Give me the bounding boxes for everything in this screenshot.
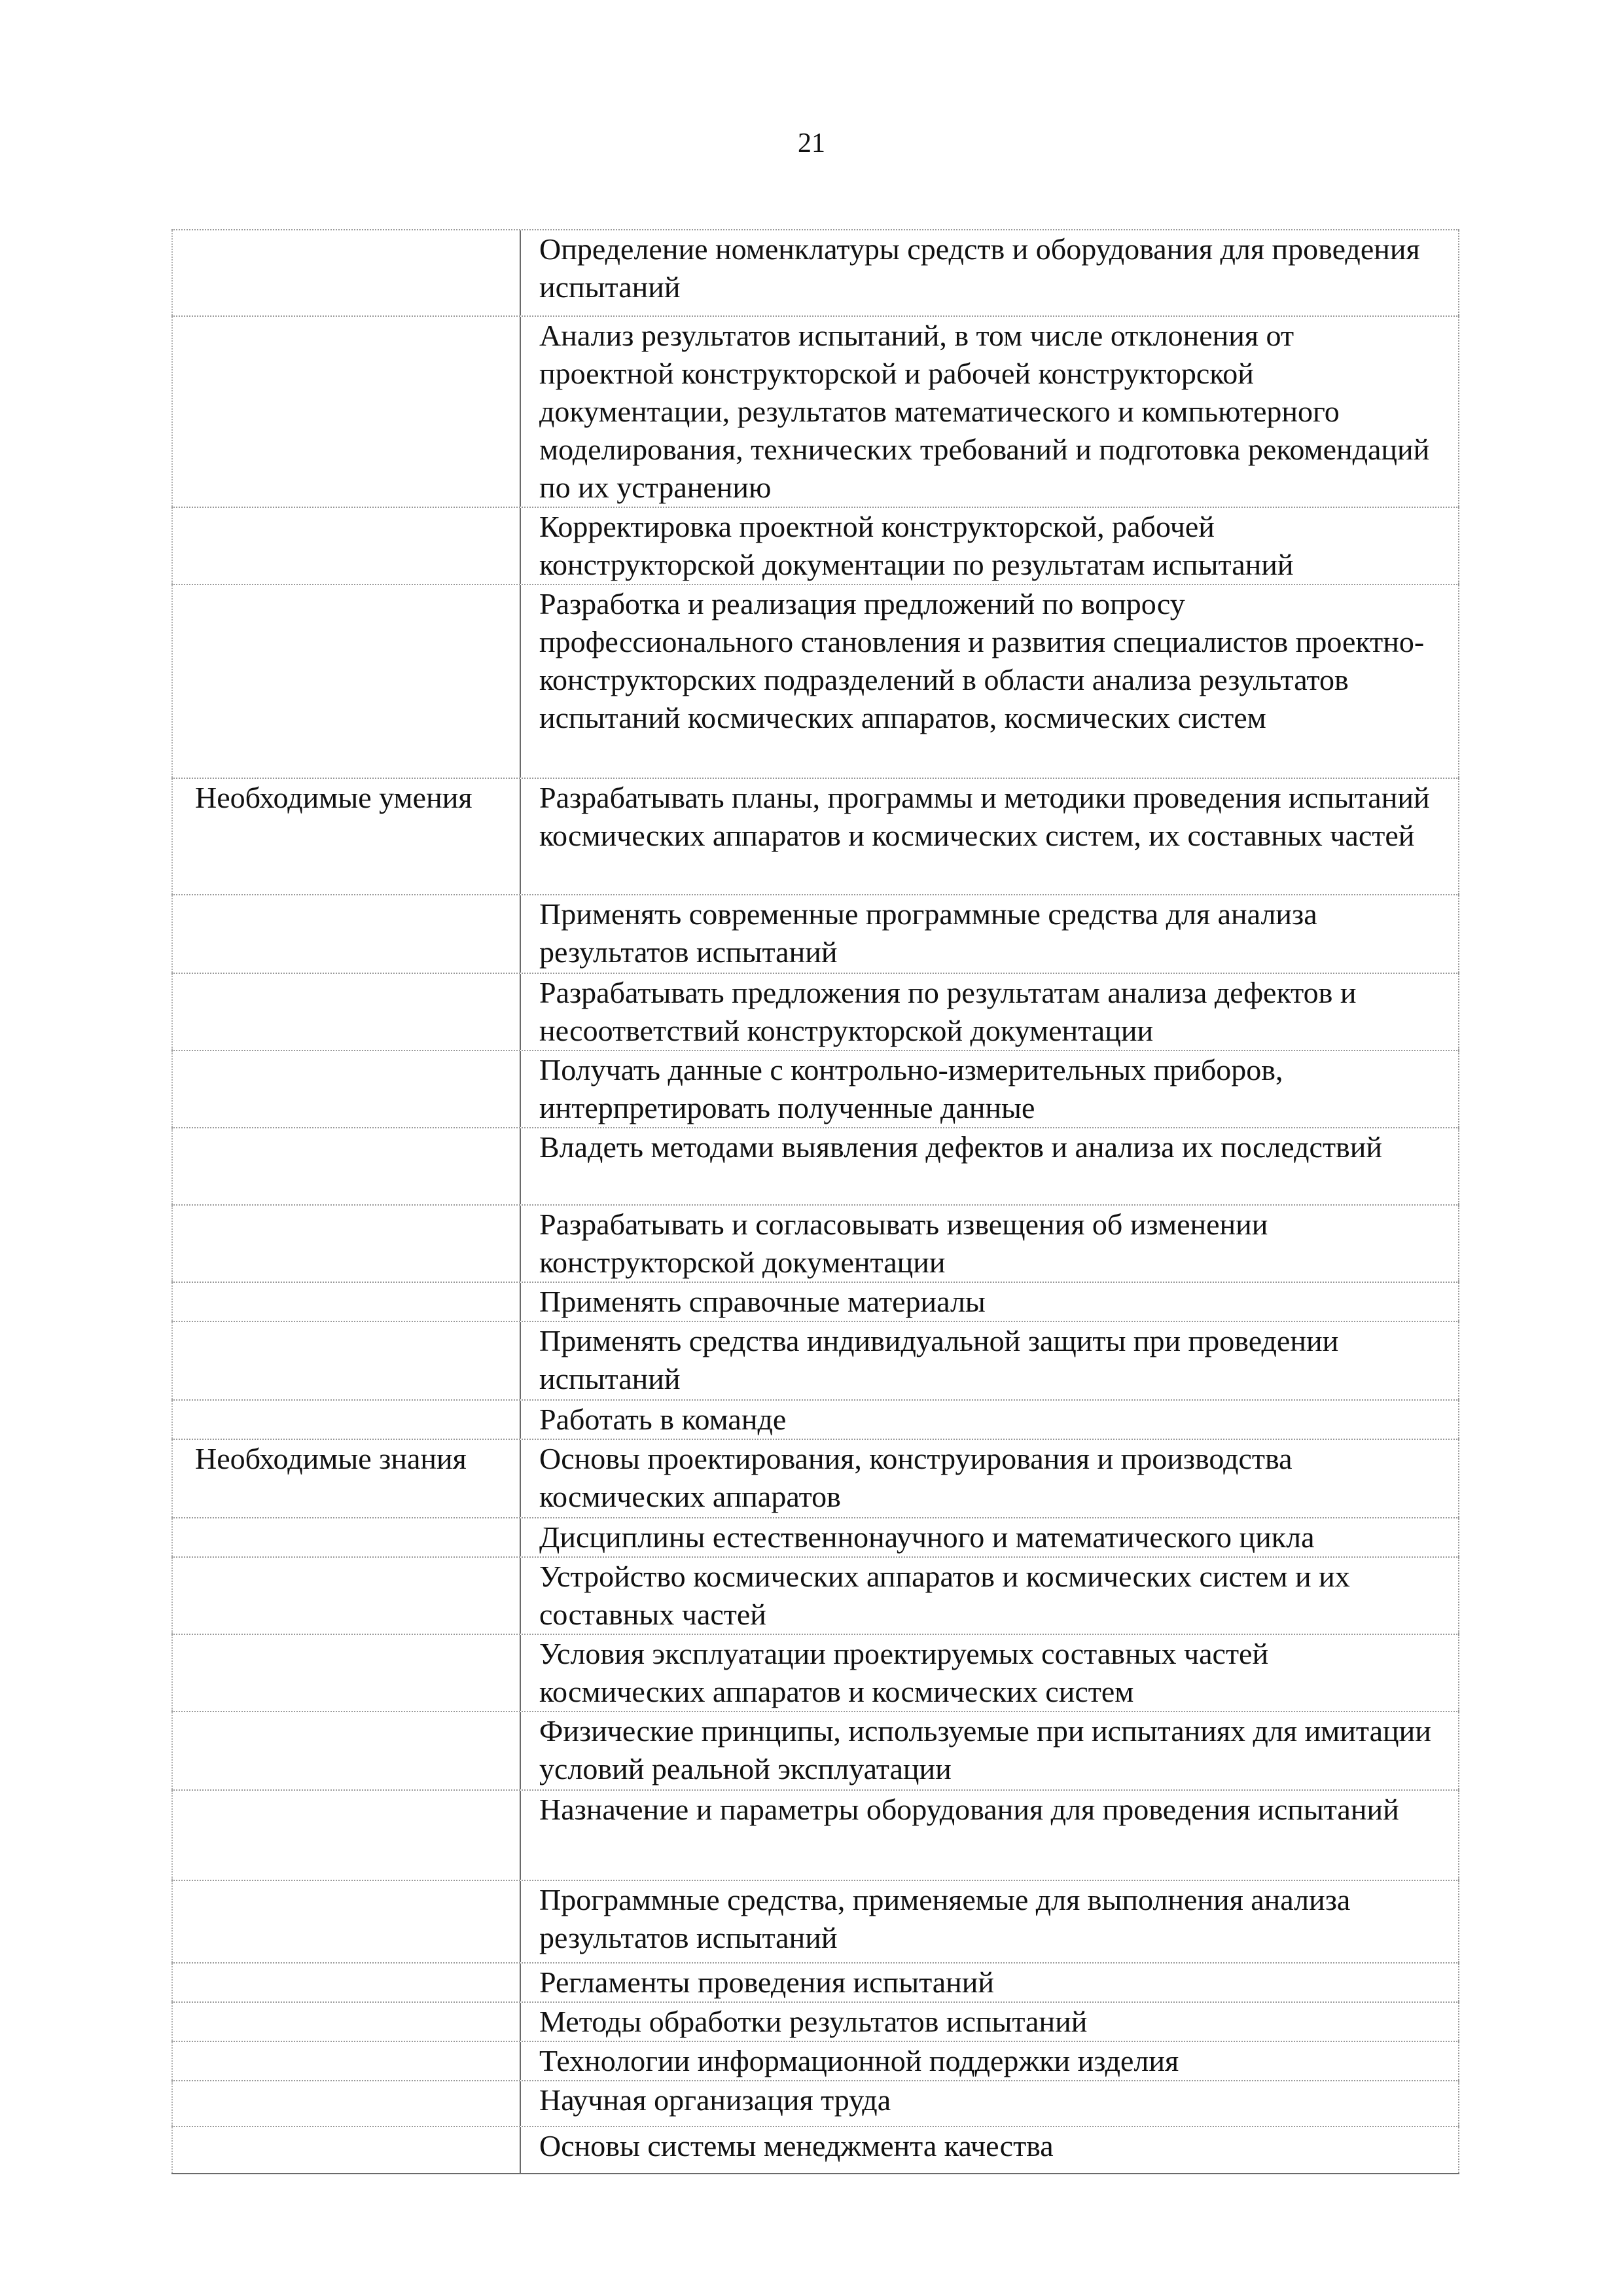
table-row (171, 1322, 1459, 1401)
table-row (171, 895, 1459, 974)
row-text: Определение номенклатуры средств и оборудования для проведения испытаний (520, 230, 1459, 315)
table-row (171, 1128, 1459, 1206)
competency-table (171, 229, 1459, 2174)
row-text: Устройство космических аппаратов и космических систем и их составных частей (520, 1558, 1459, 1634)
table-row (171, 2042, 1459, 2081)
row-label (171, 508, 520, 584)
row-label (171, 1791, 520, 1880)
table-row (171, 1401, 1459, 1440)
table-row (171, 779, 1459, 895)
table-row (171, 229, 1459, 317)
row-text: Дисциплины естественнонаучного и математического цикла (520, 1518, 1459, 1556)
row-label (171, 2127, 520, 2173)
row-text: Корректировка проектной конструкторской, рабочей конструкторской документации по результатам испытаний (520, 508, 1459, 584)
table-row (171, 1712, 1459, 1791)
table-row (171, 1051, 1459, 1128)
table-row (171, 974, 1459, 1051)
row-text: Применять справочные материалы (520, 1283, 1459, 1321)
row-label (171, 1712, 520, 1789)
row-label (171, 585, 520, 778)
row-label (171, 1401, 520, 1439)
knowledge-label: Необходимые знания (171, 1440, 520, 1517)
row-label (171, 974, 520, 1050)
table-row (171, 2127, 1459, 2174)
table-row (171, 1518, 1459, 1558)
row-text: Разрабатывать планы, программы и методики проведения испытаний космических аппаратов и космических систем, их составных частей (520, 779, 1459, 894)
row-text: Разрабатывать предложения по результатам анализа дефектов и несоответствий конструкторской документации (520, 974, 1459, 1050)
row-label (171, 1283, 520, 1321)
table-row (171, 1558, 1459, 1635)
row-text: Получать данные с контрольно-измерительных приборов, интерпретировать полученные данные (520, 1051, 1459, 1127)
row-text: Методы обработки результатов испытаний (520, 2003, 1459, 2041)
skills-label: Необходимые умения (171, 779, 520, 894)
row-label (171, 1558, 520, 1634)
row-label (171, 895, 520, 973)
table-row (171, 585, 1459, 779)
row-label (171, 2003, 520, 2041)
row-text: Условия эксплуатации проектируемых составных частей космических аппаратов и космических систем (520, 1635, 1459, 1711)
page-number: 21 (798, 128, 825, 158)
table-row (171, 2081, 1459, 2127)
row-label (171, 2081, 520, 2126)
table-row (171, 508, 1459, 585)
table-row (171, 1440, 1459, 1518)
row-text: Применять современные программные средства для анализа результатов испытаний (520, 895, 1459, 973)
row-label (171, 1964, 520, 2001)
row-text: Назначение и параметры оборудования для проведения испытаний (520, 1791, 1459, 1880)
row-text: Программные средства, применяемые для выполнения анализа результатов испытаний (520, 1881, 1459, 1962)
row-text: Физические принципы, используемые при испытаниях для имитации условий реальной эксплуатации (520, 1712, 1459, 1789)
row-label (171, 1518, 520, 1556)
row-text: Основы проектирования, конструирования и производства космических аппаратов (520, 1440, 1459, 1517)
table-row (171, 2003, 1459, 2042)
row-label (171, 1881, 520, 1962)
row-label (171, 230, 520, 315)
row-text: Анализ результатов испытаний, в том числе отклонения от проектной конструкторской и рабочей конструкторской документации, результатов математического и компьютерного моделирования, технических требований и подготовка рекомендаций по их устранению (520, 317, 1459, 507)
row-label (171, 2042, 520, 2080)
row-text: Разрабатывать и согласовывать извещения об изменении конструкторской документации (520, 1206, 1459, 1282)
table-row (171, 1881, 1459, 1964)
row-label (171, 1206, 520, 1282)
row-text: Применять средства индивидуальной защиты при проведении испытаний (520, 1322, 1459, 1399)
table-row (171, 1791, 1459, 1881)
table-row (171, 1964, 1459, 2003)
row-label (171, 1322, 520, 1399)
row-label (171, 1635, 520, 1711)
table-row (171, 1283, 1459, 1322)
row-label (171, 317, 520, 507)
row-label (171, 1051, 520, 1127)
row-text: Основы системы менеджмента качества (520, 2127, 1459, 2173)
row-text: Разработка и реализация предложений по вопросу профессионального становления и развития специалистов проектно-конструкторских подразделений в области анализа результатов испытаний космических аппаратов, космических систем (520, 585, 1459, 778)
table-row (171, 1635, 1459, 1712)
table-row (171, 1206, 1459, 1283)
row-text: Технологии информационной поддержки изделия (520, 2042, 1459, 2080)
row-text: Владеть методами выявления дефектов и анализа их последствий (520, 1128, 1459, 1204)
table-row (171, 317, 1459, 508)
row-text: Регламенты проведения испытаний (520, 1964, 1459, 2001)
row-text: Работать в команде (520, 1401, 1459, 1439)
row-label (171, 1128, 520, 1204)
row-text: Научная организация труда (520, 2081, 1459, 2126)
